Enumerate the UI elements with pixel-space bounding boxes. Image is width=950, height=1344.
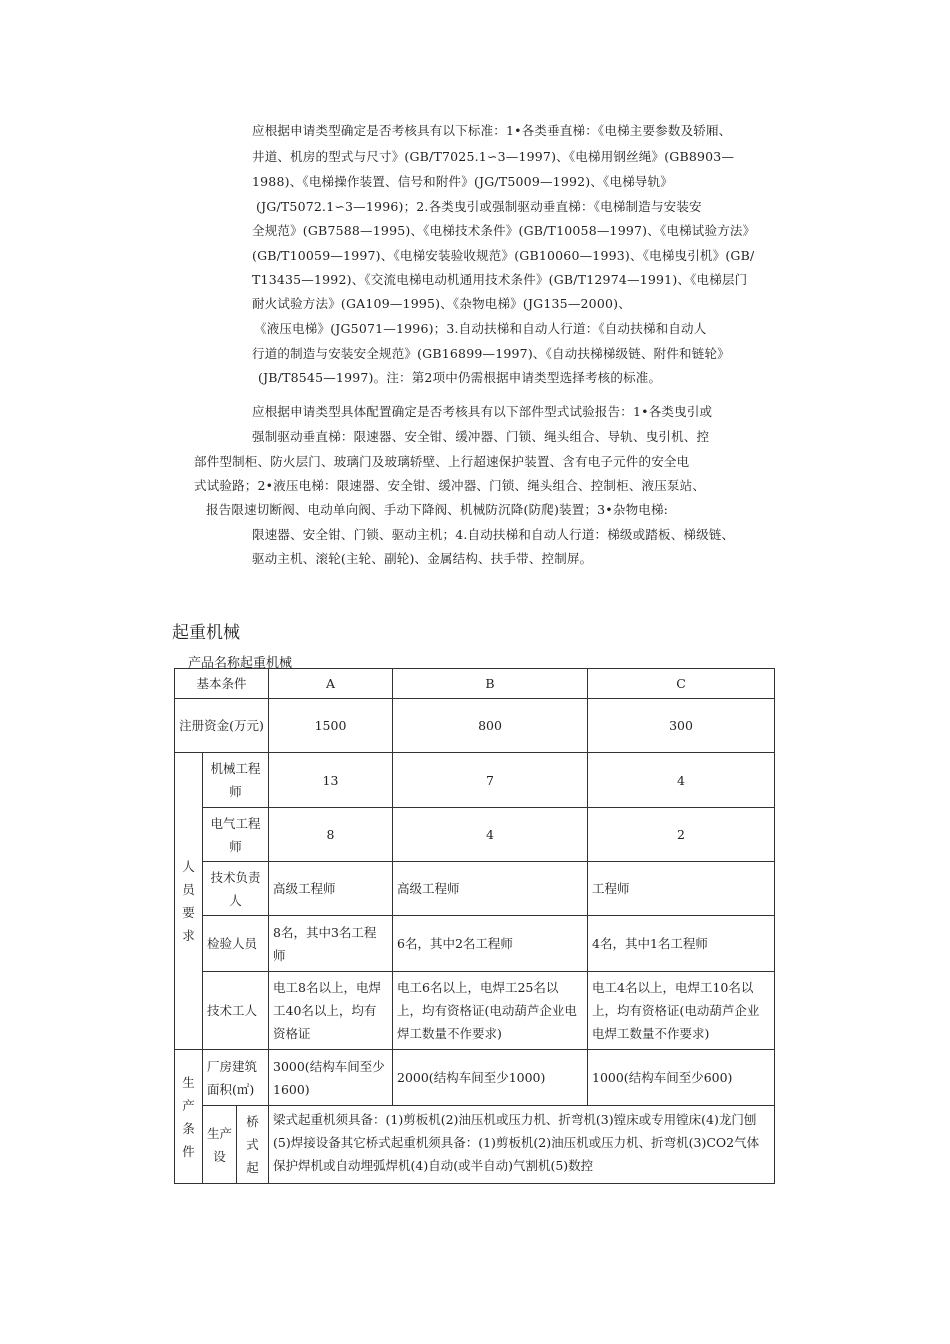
cell-value: 电工4名以上，电焊工10名以上，均有资格证(电动葫芦企业电焊工数量不作要求): [588, 972, 775, 1050]
table-row: [175, 862, 775, 916]
label-factory-area: 厂房建筑面积(㎡): [203, 1050, 269, 1106]
cell-value: 3000(结构车间至少1600): [269, 1050, 393, 1106]
product-name-label: 产品名称起重机械: [188, 656, 293, 671]
label-electrical-engineer: 电气工程师: [203, 808, 269, 862]
text-line: 部件型制柜、防火层门、玻璃门及玻璃轿壁、上行超速保护装置、含有电子元件的安全电: [194, 454, 690, 469]
cell-value: 8: [269, 808, 393, 862]
label-mechanical-engineer: 机械工程师: [203, 753, 269, 808]
table-row: [175, 753, 775, 808]
text-line: 井道、机房的型式与尺寸》(GB/T7025.1∽3—1997)、《电梯用钢丝绳》(GB8903—: [252, 149, 735, 164]
cell-value: 工程师: [588, 862, 775, 916]
text-line: 强制驱动垂直梯：限速器、安全钳、缓冲器、门锁、绳头组合、导轨、曳引机、控: [252, 429, 710, 444]
cell-value: 2000(结构车间至少1000): [393, 1050, 588, 1106]
cell-value: 6名，其中2名工程师: [393, 916, 588, 972]
text-line: T13435—1992)、《交流电梯电动机通用技术条件》(GB/T12974—1991)、《电梯层门: [252, 272, 748, 287]
text-line: 应根据申请类型确定是否考核具有以下标准：1•各类垂直梯：《电梯主要参数及轿厢、: [252, 123, 732, 138]
cell-value: 2: [588, 808, 775, 862]
text-line: 限速器、安全钳、门锁、驱动主机；4.自动扶梯和自动人行道：梯级或踏板、梯级链、: [252, 527, 735, 542]
cell-value: 8名，其中3名工程师: [269, 916, 393, 972]
label-registered-capital: 注册资金(万元): [175, 699, 269, 753]
table-row: [175, 916, 775, 972]
cell-value: 7: [393, 753, 588, 808]
cell-value: 1000(结构车间至少600): [588, 1050, 775, 1106]
label-production-conditions: 生产条件: [175, 1050, 203, 1184]
cell-value: 高级工程师: [269, 862, 393, 916]
cell-value: 4: [393, 808, 588, 862]
cell-value: 300: [588, 699, 775, 753]
text-line: (JG/T5072.1∽3—1996)；2.各类曳引或强制驱动垂直梯：《电梯制造与安装安: [256, 199, 702, 214]
text-line: 行道的制造与安装安全规范》(GB16899—1997)、《自动扶梯梯级链、附件和链轮》: [252, 346, 730, 361]
cell-value: 高级工程师: [393, 862, 588, 916]
table-row: [175, 808, 775, 862]
table-row: [175, 1106, 775, 1184]
text-line: 应根据申请类型具体配置确定是否考核具有以下部件型式试验报告：1•各类曳引或: [252, 404, 713, 419]
label-technical-lead: 技术负责人: [203, 862, 269, 916]
label-technical-workers: 技术工人: [203, 972, 269, 1050]
header-grade-b: B: [393, 669, 588, 699]
text-line: 报告限速切断阀、电动单向阀、手动下降阀、机械防沉降(防爬)装置；3•杂物电梯:: [206, 502, 669, 517]
text-line: (GB/T10059—1997)、《电梯安装验收规范》(GB10060—1993)、《电梯曳引机》(GB/: [252, 248, 755, 263]
requirements-table: [174, 668, 775, 1184]
label-inspectors: 检验人员: [203, 916, 269, 972]
header-grade-c: C: [588, 669, 775, 699]
text-line: 驱动主机、滚轮(主轮、副轮)、金属结构、扶手带、控制屏。: [252, 551, 593, 566]
table-row: [175, 1050, 775, 1106]
cell-equipment-requirements: 梁式起重机须具备：(1)剪板机(2)油压机或压力机、折弯机(3)镗床或专用镗床(4)龙门刨(5)焊接设备其它桥式起重机须具备：(1)剪板机(2)油压机或压力机、折弯机(3)CO2气体保护焊机或自动埋弧焊机(4)自动(或半自动)气割机(5)数控: [269, 1106, 775, 1184]
text-line: 耐火试验方法》(GA109—1995)、《杂物电梯》(JG135—2000)、: [252, 296, 631, 311]
cell-value: 4名，其中1名工程师: [588, 916, 775, 972]
text-line: 式试验路；2•液压电梯：限速器、安全钳、缓冲器、门锁、绳头组合、控制柜、液压泵站、: [194, 478, 706, 493]
cell-value: 4: [588, 753, 775, 808]
cell-value: 1500: [269, 699, 393, 753]
header-grade-a: A: [269, 669, 393, 699]
cell-value: 800: [393, 699, 588, 753]
label-bridge-crane: 桥式起: [237, 1106, 269, 1184]
section-title: 起重机械: [172, 623, 240, 643]
text-line: 全规范》(GB7588—1995)、《电梯技术条件》(GB/T10058—1997)、《电梯试验方法》: [252, 223, 756, 238]
label-personnel-requirements: 人员要求: [175, 753, 203, 1050]
text-line: 1988)、《电梯操作装置、信号和附件》(JG/T5009—1992)、《电梯导轨》: [252, 174, 674, 189]
cell-value: 电工6名以上，电焊工25名以上，均有资格证(电动葫芦企业电焊工数量不作要求): [393, 972, 588, 1050]
text-line: 《液压电梯》(JG5071—1996)；3.自动扶梯和自动人行道：《自动扶梯和自动人: [254, 321, 707, 336]
table-row: [175, 972, 775, 1050]
label-production-equipment: 生产设: [203, 1106, 237, 1184]
table-row: [175, 699, 775, 753]
header-basic-conditions: 基本条件: [175, 669, 269, 699]
cell-value: 13: [269, 753, 393, 808]
text-line: (JB/T8545—1997)。注：第2项中仍需根据申请类型选择考核的标准。: [258, 370, 662, 385]
cell-value: 电工8名以上，电焊工40名以上，均有资格证: [269, 972, 393, 1050]
table-row: [175, 669, 775, 699]
